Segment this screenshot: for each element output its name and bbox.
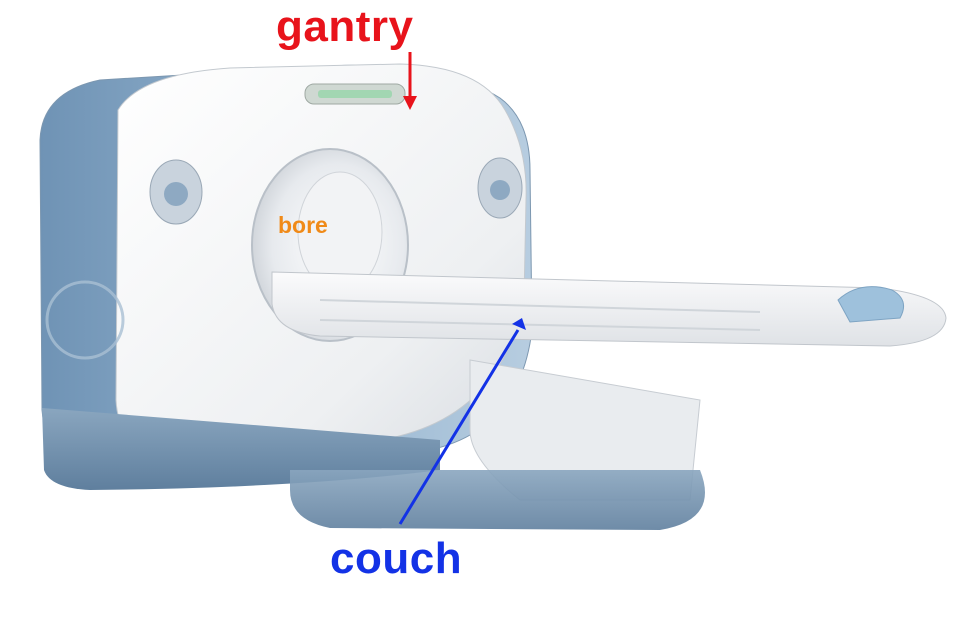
left-control-panel <box>150 160 202 224</box>
bore-label: bore <box>278 212 328 238</box>
right-control-panel <box>478 158 522 218</box>
gantry-label: gantry <box>276 2 414 51</box>
couch-base <box>290 470 705 530</box>
couch-label: couch <box>330 534 463 583</box>
